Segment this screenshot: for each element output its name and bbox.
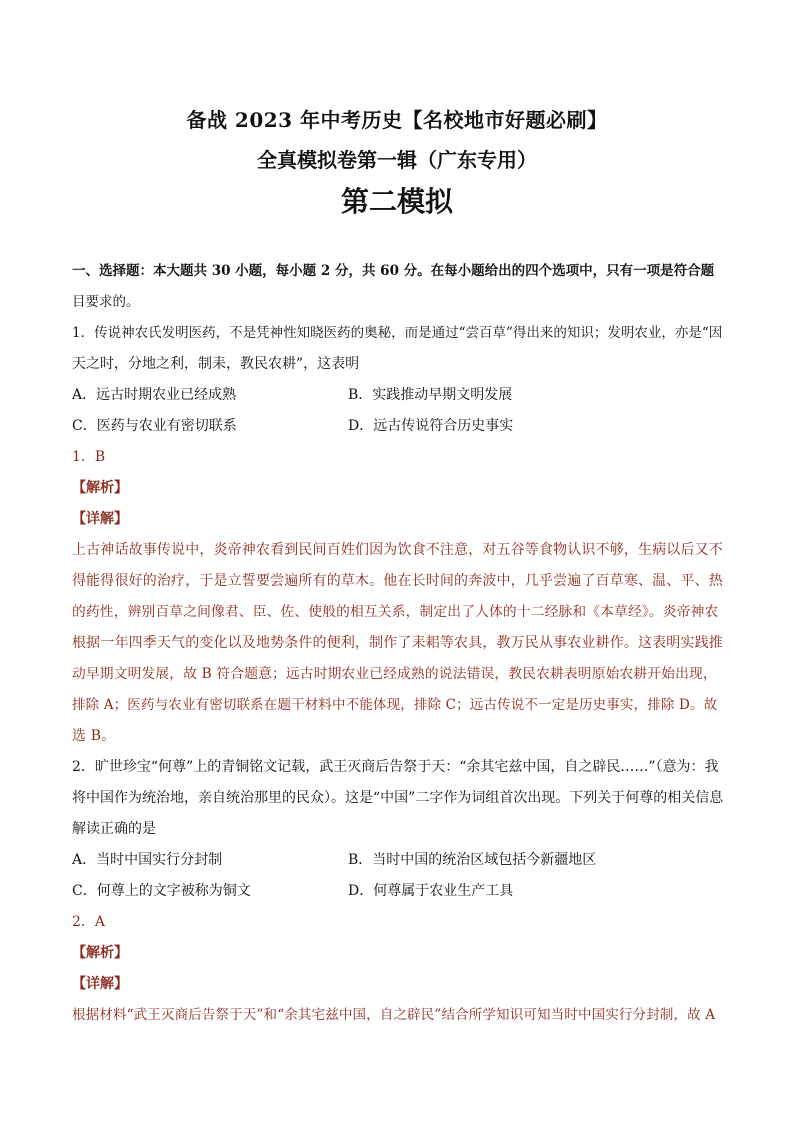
q1-option-d: D．远古传说符合历史事实	[348, 418, 514, 434]
q2-option-c: C．何尊上的文字被称为铜文	[72, 883, 251, 899]
q1-detail-line: 上古神话故事传说中，炎帝神农看到民间百姓们因为饮食不注意，对五谷等食物认识不够，生病以后又不	[72, 542, 723, 558]
q1-stem-line1: 1．传说神农氏发明医药，不是凭神性知晓医药的奥秘，而是通过“尝百草”得出来的知识；发明农业，亦是“因	[72, 325, 723, 341]
q1-options-row2	[72, 411, 724, 442]
q2-options-row2	[72, 876, 724, 907]
q2-stem-line2: 将中国作为统治地，亲自统治那里的民众）。这是“中国”二字作为词组首次出现。下列关于何尊的相关信息	[72, 790, 724, 806]
q2-option-a: A．当时中国实行分封制	[72, 852, 223, 868]
q1-analysis-heading: 【解析】	[72, 480, 128, 496]
exam-series-title: 备战 2023 年中考历史【名校地市好题必刷】	[186, 108, 608, 132]
q1-detail-line: 选 B。	[72, 728, 116, 744]
q1-stem-line2: 天之时，分地之利，制耒，教民农耕”，这表明	[72, 356, 360, 372]
q1-option-b: B．实践推动早期文明发展	[348, 387, 513, 403]
q1-answer: 1．B	[72, 449, 106, 465]
exam-title: 第二模拟	[340, 185, 453, 218]
q1-option-c: C．医药与农业有密切联系	[72, 418, 237, 434]
section-instructions-line2: 目要求的。	[72, 294, 140, 310]
q1-detail-line: 得能得很好的治疗，于是立誓要尝遍所有的草木。他在长时间的奔波中，几乎尝遍了百草寒、温、平、热	[72, 573, 723, 589]
q1-detail-line: 的药性，辨别百草之间像君、臣、佐、使般的相互关系，制定出了人体的十二经脉和《本草经》。炎帝神农	[72, 604, 719, 620]
q2-detail-heading: 【详解】	[72, 976, 128, 992]
q1-detail-line: 排除 A；医药与农业有密切联系在题干材料中不能体现，排除 C；远古传说不一定是历史事实，排除 D。故	[72, 697, 718, 713]
q2-option-d: D．何尊属于农业生产工具	[348, 883, 514, 899]
q2-analysis-heading: 【解析】	[72, 945, 128, 961]
q2-option-b: B．当时中国的统治区域包括今新疆地区	[348, 852, 597, 868]
q1-detail-line: 根据一年四季天气的变化以及地势条件的便利，制作了耒耜等农具，教万民从事农业耕作。这表明实践推	[72, 635, 723, 651]
q1-detail-line: 动早期文明发展，故 B 符合题意；远古时期农业已经成熟的说法错误，教民农耕表明原始农耕开始出现，	[72, 666, 717, 682]
section-instructions-line1: 一、选择题：本大题共 30 小题，每小题 2 分，共 60 分。在每小题给出的四个选项中，只有一项是符合题	[72, 263, 715, 279]
q2-answer: 2．A	[72, 914, 106, 930]
q2-stem-line1: 2．旷世珍宝“何尊”上的青铜铭文记载，武王灭商后告祭于天：“余其宅兹中国，自之辟民……”（意为：我	[72, 759, 719, 775]
q1-option-a: A．远古时期农业已经成熟	[72, 387, 237, 403]
q2-options-row1	[72, 845, 724, 876]
q2-stem-line3: 解读正确的是	[72, 821, 156, 837]
q1-options-row1	[72, 380, 724, 411]
document-body	[72, 256, 724, 1031]
q2-detail-line: 根据材料“武王灭商后告祭于天”和“余其宅兹中国，自之辟民”结合所学知识可知当时中国实行分封制，故 A	[72, 1007, 716, 1023]
q1-detail-heading: 【详解】	[72, 511, 128, 527]
exam-volume-title: 全真模拟卷第一辑（广东专用）	[257, 148, 537, 172]
